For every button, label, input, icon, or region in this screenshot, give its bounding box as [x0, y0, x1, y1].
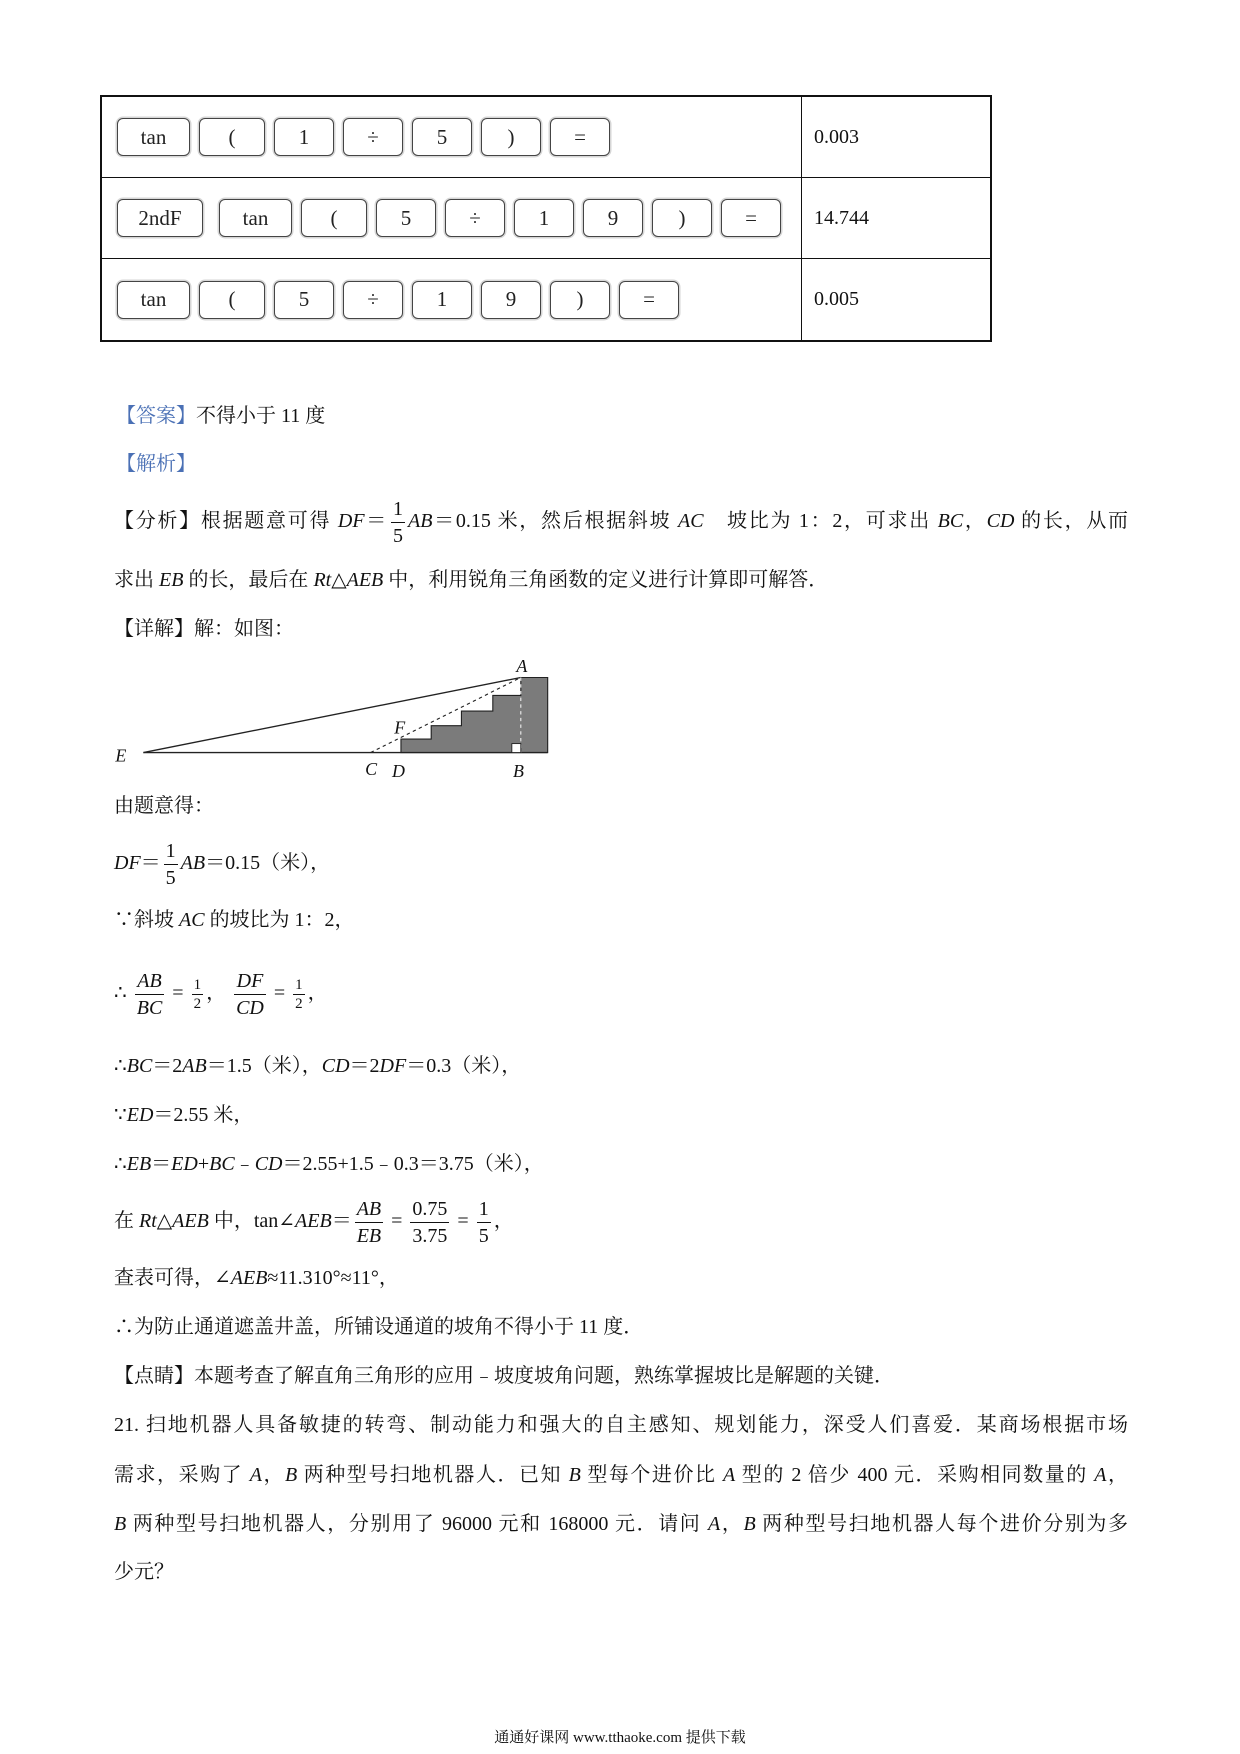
text-run: ， — [493, 1210, 514, 1232]
text-run: ＝ — [331, 1210, 352, 1232]
math-variable: B — [284, 1464, 298, 1486]
fraction-numerator: AB — [137, 969, 162, 992]
key-5: 5 — [412, 118, 472, 156]
fraction-denominator: 5 — [477, 1222, 491, 1249]
text-run: 两种型号扫地机器人，分别用了 96000 元和 168000 元．请问 — [126, 1513, 709, 1535]
fraction-numerator: AB — [356, 1197, 382, 1220]
key-divide: ÷ — [343, 281, 403, 319]
text-run: ∴ — [114, 982, 132, 1004]
math-variable: AC — [179, 909, 205, 931]
text-run: 少元？ — [114, 1561, 174, 1583]
math-variable: CD — [321, 1055, 350, 1077]
right-angle-mark — [512, 744, 521, 753]
text-run: ＝1.5（米）， — [206, 1055, 322, 1077]
math-variable: DF — [114, 852, 141, 874]
section-label: 【答案】 — [116, 405, 196, 427]
text-run: ＝2.55 米， — [153, 1104, 254, 1126]
math-variable: BC — [126, 1055, 153, 1077]
fraction-denominator: 2 — [295, 995, 303, 1012]
math-variable: A — [723, 1464, 736, 1486]
text-run: = — [167, 982, 189, 1004]
result-cell: 0.003 — [802, 97, 990, 178]
text-run: 中，利用锐角三角函数的定义进行计算即可解答． — [383, 569, 829, 591]
math-variable: AEB — [230, 1267, 268, 1289]
text-run: = — [452, 1210, 474, 1232]
text-run: ＝2 — [152, 1055, 183, 1077]
text-run: ＝0.15 米，然后根据斜坡 — [432, 510, 679, 532]
text-run: + — [197, 1153, 210, 1175]
fraction — [135, 968, 165, 1021]
text-run: 不得小于 11 度 — [196, 405, 326, 427]
text-run: 在 — [114, 1210, 139, 1232]
solution-step-angle — [114, 1263, 399, 1293]
key-close-paren: ) — [481, 118, 541, 156]
text-run: 型的 2 倍少 400 元．采购相同数量的 — [735, 1464, 1095, 1486]
result-cell: 0.005 — [814, 288, 859, 310]
text-run: 坡比为 1：2，可求出 — [703, 510, 938, 532]
math-variable: AB — [180, 852, 206, 874]
text-run: 【分析】根据题意可得 — [114, 510, 338, 532]
section-label: 【解析】 — [116, 453, 196, 475]
math-variable: EB — [126, 1153, 152, 1175]
text-run: 的长，最后在 — [183, 569, 314, 591]
text-run: 两种型号扫地机器人每个进价分别为多 — [755, 1513, 1128, 1535]
math-variable: BC — [209, 1153, 235, 1175]
given-heading — [114, 791, 214, 821]
math-variable: B — [743, 1513, 756, 1535]
text-run: 型每个进价比 — [580, 1464, 724, 1486]
key-open-paren: ( — [199, 281, 265, 319]
fraction-denominator: BC — [135, 994, 165, 1021]
text-run: ∵ — [114, 1104, 127, 1126]
key-9: 9 — [481, 281, 541, 319]
text-run: 的长，从而 — [1014, 510, 1128, 532]
text-run: 中，tan∠ — [208, 1210, 296, 1232]
math-variable: AEB — [295, 1210, 332, 1232]
math-variable: Rt — [313, 569, 332, 591]
key-open-paren: ( — [199, 118, 265, 156]
point-label-f: F — [394, 717, 406, 738]
math-variable: ED — [126, 1104, 154, 1126]
text-run: ∴为防止通道遮盖井盖，所铺设通道的坡角不得小于 11 度． — [114, 1316, 644, 1338]
fraction-denominator: 3.75 — [410, 1222, 449, 1249]
calculator-table — [100, 95, 992, 342]
math-variable: DF — [379, 1055, 407, 1077]
text-run: ， — [261, 1464, 285, 1486]
slope-diagram — [112, 655, 560, 784]
text-run: ＝2 — [349, 1055, 380, 1077]
math-variable: CD — [986, 510, 1015, 532]
text-run: ＝ — [140, 852, 161, 874]
text-run: ， — [1106, 1464, 1128, 1486]
key-tan: tan — [117, 281, 190, 319]
fraction-numerator: 1 — [478, 1197, 489, 1220]
result-cell: 14.744 — [802, 178, 990, 259]
math-variable: AC — [678, 510, 704, 532]
solution-step-tan — [114, 1191, 514, 1251]
text-run: ＝0.3（米）， — [406, 1055, 522, 1077]
math-variable: CD — [254, 1153, 283, 1175]
analysis-line-1 — [114, 491, 1128, 551]
key-2ndf: 2ndF — [117, 199, 203, 237]
fraction-denominator: 5 — [391, 522, 405, 549]
fraction — [164, 838, 178, 891]
solution-step-ed — [114, 1100, 253, 1130]
fraction-numerator: 0.75 — [412, 1197, 448, 1220]
math-variable: DF — [337, 510, 365, 532]
text-run: 【点睛】本题考查了解直角三角形的应用﹣坡度坡角问题，熟练掌握坡比是解题的关键． — [114, 1365, 894, 1387]
solution-step-bc-cd — [114, 1051, 521, 1081]
question-21-line-3 — [114, 1509, 1128, 1539]
fraction — [234, 968, 266, 1021]
fraction — [192, 976, 204, 1013]
solution-step-df — [114, 833, 330, 893]
text-run: = — [268, 982, 291, 1004]
question-21-line-4 — [114, 1557, 174, 1587]
fraction — [355, 1196, 383, 1249]
math-variable: BC — [937, 510, 964, 532]
key-5: 5 — [376, 199, 436, 237]
text-run: ≈11.310°≈11°， — [267, 1267, 399, 1289]
text-run: ＝2.55+1.5﹣0.3＝3.75（米）， — [282, 1153, 544, 1175]
question-21-line-1 — [114, 1410, 1128, 1440]
analysis-line-2 — [114, 565, 828, 595]
text-run: ＝0.15（米）， — [205, 852, 331, 874]
answer-line — [116, 401, 325, 431]
text-run: ﹣ — [234, 1153, 255, 1175]
text-run: 两种型号扫地机器人．已知 — [297, 1464, 569, 1486]
key-5: 5 — [274, 281, 334, 319]
text-run: 由题意得： — [114, 795, 214, 817]
fraction — [410, 1196, 449, 1249]
text-run: ＝ — [364, 510, 388, 532]
text-run: ， — [206, 982, 232, 1004]
math-variable: A — [1094, 1464, 1107, 1486]
key-tan: tan — [219, 199, 292, 237]
fraction-numerator: 1 — [295, 976, 303, 993]
steps-shape — [401, 678, 548, 753]
math-variable: ED — [171, 1153, 198, 1175]
text-run: ， — [307, 982, 328, 1004]
math-variable: AB — [408, 510, 433, 532]
text-run: ∴ — [114, 1055, 127, 1077]
math-variable: B — [568, 1464, 581, 1486]
fraction-numerator: 1 — [165, 839, 176, 862]
text-run: 查表可得，∠ — [114, 1267, 231, 1289]
fraction-numerator: DF — [236, 969, 264, 992]
solution-step-eb — [114, 1149, 544, 1179]
fraction — [477, 1196, 491, 1249]
comment-line — [114, 1361, 894, 1391]
math-variable: AEB — [346, 569, 384, 591]
math-variable: A — [708, 1513, 721, 1535]
math-variable: AB — [182, 1055, 207, 1077]
text-run: 21. 扫地机器人具备敏捷的转弯、制动能力和强大的自主感知、规划能力，深受人们喜爱．某商场根据市场 — [114, 1414, 1128, 1436]
point-label-c: C — [365, 758, 378, 779]
math-variable: A — [249, 1464, 262, 1486]
text-run: ， — [720, 1513, 744, 1535]
fraction-numerator: 1 — [193, 976, 202, 993]
fraction-denominator: 5 — [164, 864, 178, 891]
key-1: 1 — [514, 199, 574, 237]
detail-heading — [114, 614, 294, 644]
text-run: = — [386, 1210, 408, 1232]
key-1: 1 — [412, 281, 472, 319]
key-close-paren: ) — [652, 199, 712, 237]
text-run: ∴ — [114, 1153, 127, 1175]
key-open-paren: ( — [301, 199, 367, 237]
footer-source: 通通好课网 www.tthaoke.com 提供下载 — [494, 1730, 746, 1746]
text-run: ， — [963, 510, 987, 532]
point-label-b: B — [512, 761, 524, 782]
key-tan: tan — [117, 118, 190, 156]
math-variable: Rt — [139, 1210, 157, 1232]
key-equals: = — [550, 118, 610, 156]
key-divide: ÷ — [445, 199, 505, 237]
math-variable: AEB — [172, 1210, 209, 1232]
key-close-paren: ) — [550, 281, 610, 319]
text-run: △ — [156, 1210, 173, 1232]
math-variable: EB — [159, 569, 184, 591]
key-sequence-row-2 — [102, 178, 802, 259]
question-21-line-2 — [114, 1460, 1128, 1490]
fraction — [391, 496, 405, 549]
text-run: 的坡比为 1：2， — [204, 909, 355, 931]
point-label-d: D — [392, 761, 405, 782]
text-run: 【详解】解：如图： — [114, 618, 294, 640]
fraction-denominator: 2 — [193, 995, 202, 1012]
point-label-a: A — [516, 655, 528, 676]
key-divide: ÷ — [343, 118, 403, 156]
key-sequence-row-3 — [102, 259, 802, 340]
key-1: 1 — [274, 118, 334, 156]
text-run: ∵斜坡 — [114, 909, 179, 931]
key-sequence-row-1 — [102, 97, 802, 178]
key-equals: = — [619, 281, 679, 319]
explanation-label — [116, 449, 196, 479]
text-run: △ — [331, 569, 347, 591]
fraction-denominator: EB — [355, 1222, 383, 1249]
math-variable: B — [114, 1513, 127, 1535]
point-label-e: E — [115, 745, 127, 766]
text-run: 求出 — [114, 569, 159, 591]
text-run: ＝ — [151, 1153, 172, 1175]
solution-step-ratios — [114, 963, 328, 1023]
text-run: 需求，采购了 — [114, 1464, 250, 1486]
solution-step-slope — [114, 905, 355, 935]
fraction-denominator: CD — [234, 994, 266, 1021]
key-equals: = — [721, 199, 781, 237]
fraction-numerator: 1 — [393, 497, 403, 520]
key-9: 9 — [583, 199, 643, 237]
solution-conclusion — [114, 1312, 643, 1342]
fraction — [293, 976, 305, 1013]
